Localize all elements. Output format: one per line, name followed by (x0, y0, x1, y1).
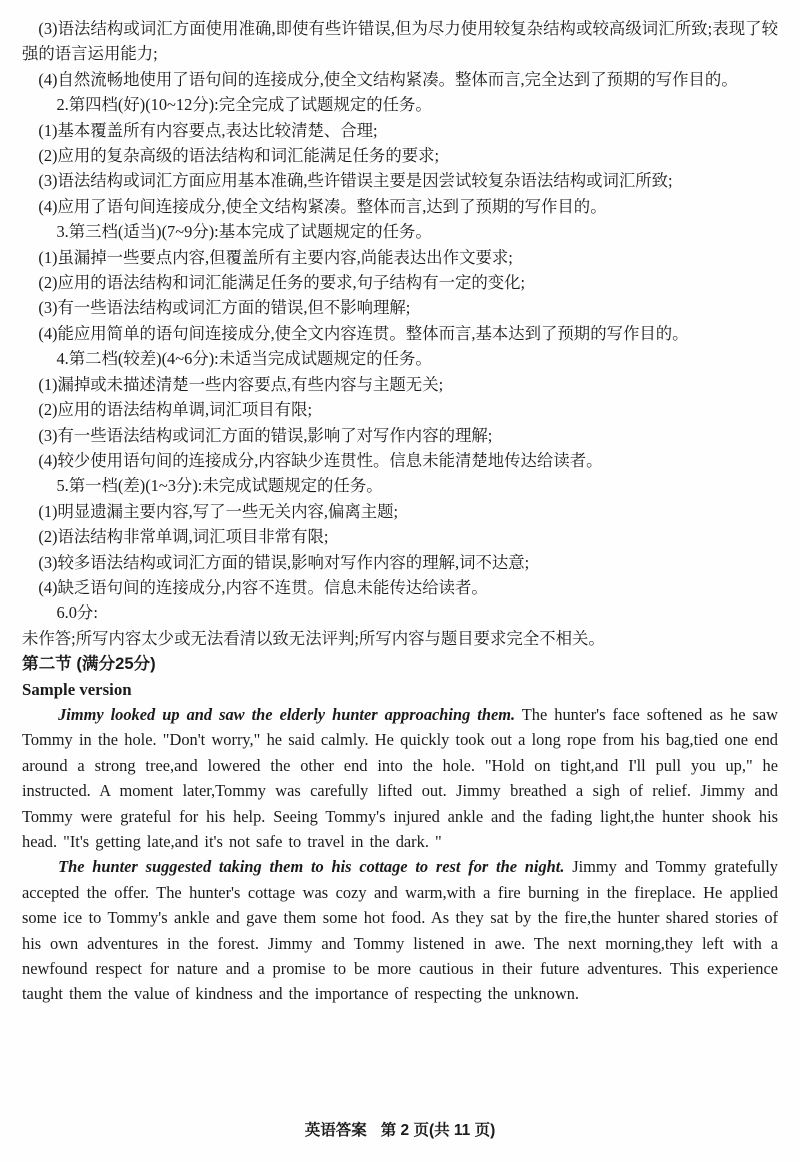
text-run: 2.第四档(好)(10~12分):完全完成了试题规定的任务。 (56, 95, 432, 115)
document-line (22, 321, 778, 346)
text-run: The hunter's face softened as he saw Tommy in the hole. "Don't worry," he said calmly. He quickly took out a long rope from his bag,tied one end around a strong tree,and lowered the other end into the hole. "Hold on tight,and I'll pull you up," he instructed. A moment later,Tommy was carefully lifted out. Jimmy breathed a sigh of relief. Jimmy and Tommy were grateful for his help. Seeing Tommy's injured ankle and the fading light,the hunter shook his head. "It's getting late,and it's not safe to travel in the dark. " (22, 704, 778, 851)
text-run: (3)有一些语法结构或词汇方面的错误,影响了对写作内容的理解; (38, 425, 493, 445)
text-run: (3)语法结构或词汇方面使用准确,即使有些许错误,但为尽力使用较复杂结构或较高级词汇所致;表现了较强的语言运用能力; (22, 19, 778, 64)
english-paragraph (22, 702, 778, 854)
text-run: (3)较多语法结构或词汇方面的错误,影响对写作内容的理解,词不达意; (38, 552, 530, 572)
document-line (22, 372, 778, 397)
footer-page-number: 第 2 页(共 11 页) (380, 1122, 496, 1139)
text-run: 4.第二档(较差)(4~6分):未适当完成试题规定的任务。 (56, 349, 432, 369)
text-run: 未作答;所写内容太少或无法看清以致无法评判;所写内容与题目要求完全不相关。 (22, 628, 605, 648)
english-paragraph (22, 854, 778, 1006)
document-line (22, 524, 778, 549)
text-run: (1)明显遗漏主要内容,写了一些无关内容,偏离主题; (38, 501, 399, 521)
document-line (22, 194, 778, 219)
text-run: 6.0分: (56, 603, 98, 623)
text-run: 5.第一档(差)(1~3分):未完成试题规定的任务。 (56, 476, 383, 496)
text-run: Jimmy and Tommy gratefully accepted the offer. The hunter's cottage was cozy and warm,with a fire burning in the fireplace. He applied some ice to Tommy's ankle and gave them some hot food. As they sat by the fire,the hunter shared stories of his own adventures in the forest. Jimmy and Tommy listened in awe. The next morning,they left with a newfound respect for nature and a promise to be more cautious in their future adventures. This experience taught them the value of kindness and the importance of respecting the unknown. (22, 857, 778, 1004)
text-run: (2)语法结构非常单调,词汇项目非常有限; (38, 527, 329, 547)
text-run: 第二节 (满分25分) (22, 654, 156, 674)
footer-doc-title: 英语答案 (304, 1122, 367, 1139)
text-run: (2)应用的复杂高级的语法结构和词汇能满足任务的要求; (38, 146, 440, 166)
document-line (22, 448, 778, 473)
document-line (22, 600, 778, 625)
page-footer (0, 1118, 800, 1140)
emphasized-sentence: Jimmy looked up and saw the elderly hunter approaching them. (58, 704, 516, 724)
document-line (22, 473, 778, 498)
document-line (22, 499, 778, 524)
text-run: (1)漏掉或未描述清楚一些内容要点,有些内容与主题无关; (38, 374, 444, 394)
document-line (22, 16, 778, 67)
document-line (22, 168, 778, 193)
text-run: (4)较少使用语句间的连接成分,内容缺少连贯性。信息未能清楚地传达给读者。 (38, 450, 603, 470)
sample-version-heading (22, 677, 778, 702)
document-line (22, 245, 778, 270)
document-line (22, 92, 778, 117)
text-run: (1)基本覆盖所有内容要点,表达比较清楚、合理; (38, 120, 378, 140)
document-line (22, 550, 778, 575)
text-run: (3)有一些语法结构或词汇方面的错误,但不影响理解; (38, 298, 411, 318)
document-line (22, 423, 778, 448)
document-line (22, 626, 778, 651)
text-run: (4)能应用简单的语句间连接成分,使全文内容连贯。整体而言,基本达到了预期的写作目的。 (38, 323, 689, 343)
text-run: (1)虽漏掉一些要点内容,但覆盖所有主要内容,尚能表达出作文要求; (38, 247, 513, 267)
document-line (22, 143, 778, 168)
text-run: (2)应用的语法结构和词汇能满足任务的要求,句子结构有一定的变化; (38, 273, 526, 293)
document-line (22, 270, 778, 295)
document-line (22, 118, 778, 143)
emphasized-sentence: The hunter suggested taking them to his cottage to rest for the night. (58, 857, 565, 877)
text-run: (2)应用的语法结构单调,词汇项目有限; (38, 400, 313, 420)
text-run: 3.第三档(适当)(7~9分):基本完成了试题规定的任务。 (56, 222, 432, 242)
text-run: (4)自然流畅地使用了语句间的连接成分,使全文结构紧凑。整体而言,完全达到了预期的写作目的。 (38, 69, 738, 89)
text-run: (4)应用了语句间连接成分,使全文结构紧凑。整体而言,达到了预期的写作目的。 (38, 196, 607, 216)
text-run: (4)缺乏语句间的连接成分,内容不连贯。信息未能传达给读者。 (38, 577, 488, 597)
text-run: (3)语法结构或词汇方面应用基本准确,些许错误主要是因尝试较复杂语法结构或词汇所致; (38, 171, 673, 191)
section-heading (22, 651, 778, 676)
document-line (22, 67, 778, 92)
document-line (22, 295, 778, 320)
text-run: Sample version (22, 679, 132, 699)
document-line (22, 219, 778, 244)
document-line (22, 397, 778, 422)
document-line (22, 575, 778, 600)
document-line (22, 346, 778, 371)
